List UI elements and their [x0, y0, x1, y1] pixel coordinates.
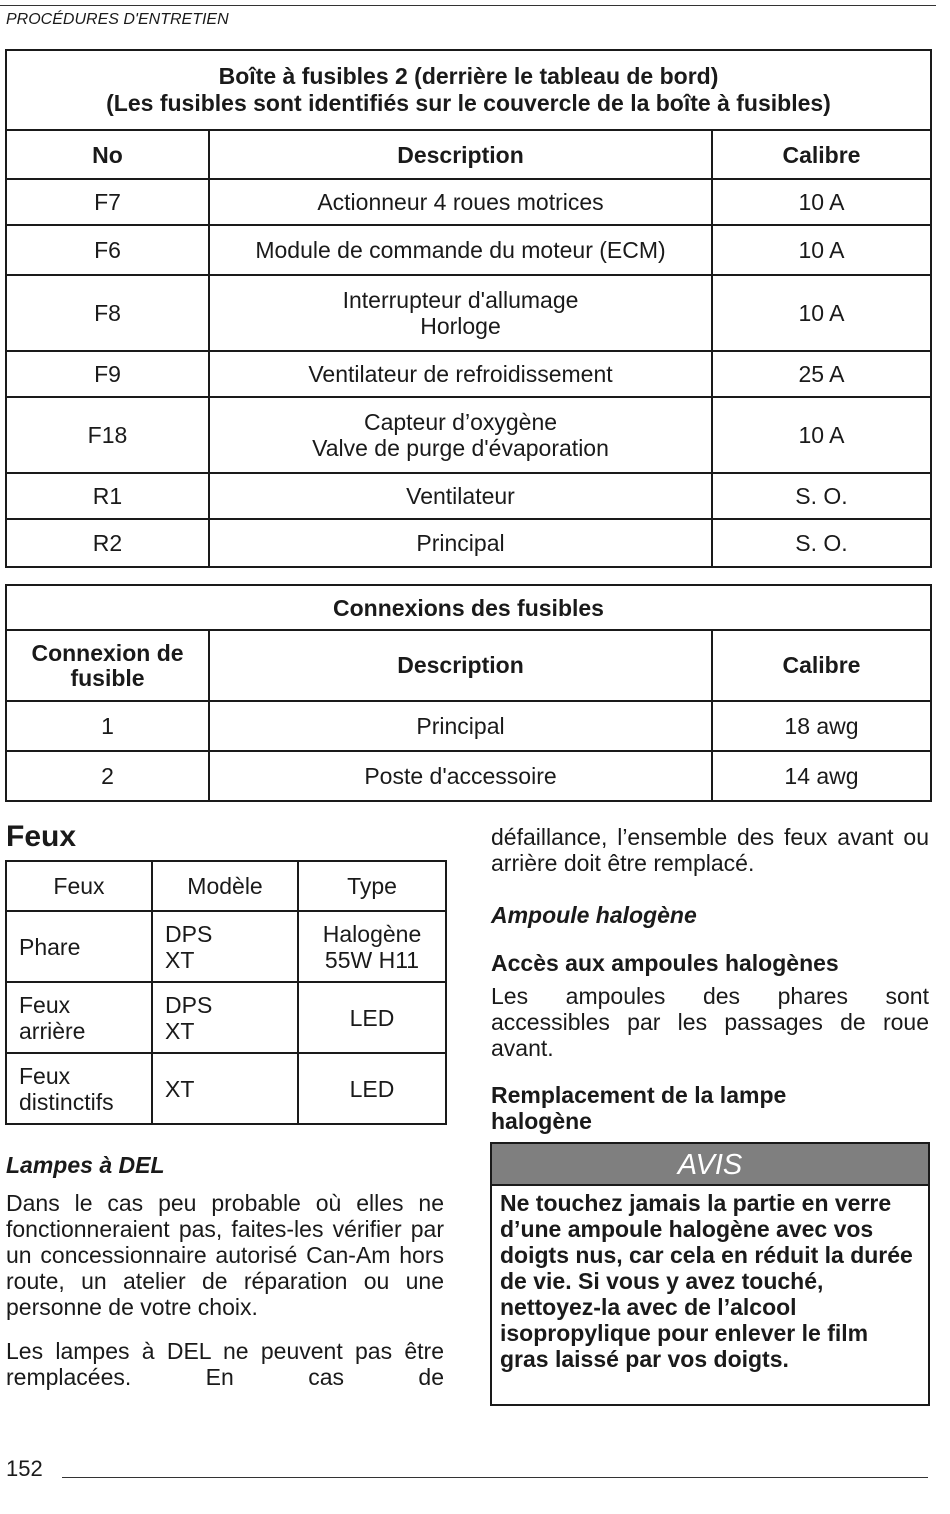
col-header-connection-line1: Connexion de [31, 639, 184, 666]
light-name [6, 982, 152, 1053]
fuse-description: Ventilateur [209, 473, 712, 519]
fuse-description [209, 397, 712, 473]
connections-title: Connexions des fusibles [6, 585, 931, 630]
connection-description: Poste d'accessoire [209, 751, 712, 801]
table-row [6, 751, 931, 801]
footer-rule [62, 1477, 928, 1478]
light-model-line2: XT [165, 946, 195, 973]
header-rule [0, 5, 936, 6]
col-header-no: No [6, 130, 209, 179]
fuse-box-table [5, 49, 932, 568]
light-model-line1: DPS [165, 920, 213, 947]
fuse-number: F8 [6, 275, 209, 351]
fuse-number: R2 [6, 519, 209, 567]
col-header-description: Description [209, 130, 712, 179]
col-header-rating: Calibre [712, 630, 931, 701]
fuse-rating: 10 A [712, 179, 931, 225]
light-models [152, 911, 298, 982]
light-type [298, 911, 446, 982]
fuse-description: Actionneur 4 roues motrices [209, 179, 712, 225]
table-row [6, 275, 931, 351]
lights-heading: Feux [6, 820, 77, 853]
fuse-rating: S. O. [712, 473, 931, 519]
connection-rating: 14 awg [712, 751, 931, 801]
col-header-connection [6, 630, 209, 701]
led-heading: Lampes à DEL [6, 1152, 165, 1178]
fuse-rating: 25 A [712, 351, 931, 397]
table-row [6, 911, 446, 982]
halogen-replace-heading-line1: Remplacement de la lampe [491, 1082, 787, 1108]
fuse-rating: 10 A [712, 275, 931, 351]
fuse-box-title-line2: (Les fusibles sont identifiés sur le couvercle de la boîte à fusibles) [106, 90, 831, 116]
light-name-line1: Feux [19, 991, 71, 1018]
fuse-number: F6 [6, 225, 209, 275]
notice-box [490, 1142, 930, 1406]
light-type: LED [298, 982, 446, 1053]
light-name: Phare [6, 911, 152, 982]
light-type-line2: 55W H11 [324, 946, 420, 973]
halogen-heading: Ampoule halogène [491, 902, 697, 928]
light-name-line2: distinctifs [19, 1088, 114, 1115]
halogen-access-text: Les ampoules des phares sont accessibles par les passages de roue avant. [491, 983, 929, 1061]
notice-title: AVIS [492, 1144, 928, 1186]
table-row [6, 225, 931, 275]
table-row [6, 473, 931, 519]
page-number: 152 [6, 1456, 43, 1481]
fuse-rating: 10 A [712, 225, 931, 275]
notice-text: Ne touchez jamais la partie en verre d’une ampoule halogène avec vos doigts nus, car cela en réduit la durée de vie. Si vous y avez touché, nettoyez-la avec de l’alcool isopropylique pour enlever le film gras laissé par vos doigts. [500, 1190, 913, 1372]
fuse-description-line2: Horloge [420, 313, 501, 339]
light-name [6, 1053, 152, 1124]
lights-table [5, 860, 447, 1125]
fuse-description-line2: Valve de purge d'évaporation [312, 435, 609, 461]
table-row [6, 397, 931, 473]
fuse-box-title [6, 50, 931, 130]
table-row [6, 701, 931, 751]
fuse-number: F7 [6, 179, 209, 225]
fuse-box-title-line1: Boîte à fusibles 2 (derrière le tableau de bord) [218, 63, 719, 89]
fuse-number: R1 [6, 473, 209, 519]
table-row [6, 982, 446, 1053]
fuse-number: F18 [6, 397, 209, 473]
fuse-connections-table [5, 584, 932, 802]
col-header-description: Description [209, 630, 712, 701]
table-row [6, 519, 931, 567]
connection-number: 1 [6, 701, 209, 751]
light-model-line1: DPS [165, 991, 213, 1018]
led-paragraph-1: Dans le cas peu probable où elles ne fonctionneraient pas, faites-les vérifier par un concessionnaire autorisé Can-Am hors route, un atelier de réparation ou une personne de votre choix. [6, 1190, 444, 1320]
connection-description: Principal [209, 701, 712, 751]
light-models: XT [152, 1053, 298, 1124]
table-row [6, 351, 931, 397]
col-header-model: Modèle [152, 861, 298, 911]
fuse-description-line1: Capteur d’oxygène [363, 409, 558, 435]
table-row [6, 1053, 446, 1124]
connection-rating: 18 awg [712, 701, 931, 751]
light-models [152, 982, 298, 1053]
fuse-rating: 10 A [712, 397, 931, 473]
fuse-number: F9 [6, 351, 209, 397]
light-type: LED [298, 1053, 446, 1124]
table-row [6, 179, 931, 225]
halogen-access-heading: Accès aux ampoules halogènes [491, 950, 839, 976]
led-section [6, 1152, 444, 1390]
light-model-line2: XT [165, 1017, 195, 1044]
col-header-type: Type [298, 861, 446, 911]
light-name-line1: Feux [19, 1062, 71, 1089]
connection-number: 2 [6, 751, 209, 801]
fuse-description [209, 275, 712, 351]
halogen-replace-heading [491, 1082, 929, 1134]
fuse-description-line1: Interrupteur d'allumage [342, 287, 579, 313]
section-header: PROCÉDURES D'ENTRETIEN [6, 11, 229, 28]
halogen-replace-heading-line2: halogène [491, 1108, 592, 1134]
col-header-light: Feux [6, 861, 152, 911]
light-name-line2: arrière [19, 1017, 86, 1044]
right-column [491, 824, 929, 1134]
fuse-description: Ventilateur de refroidissement [209, 351, 712, 397]
fuse-description: Principal [209, 519, 712, 567]
col-header-rating: Calibre [712, 130, 931, 179]
col-header-connection-line2: fusible [70, 664, 145, 691]
light-type-line1: Halogène [322, 920, 422, 947]
fuse-rating: S. O. [712, 519, 931, 567]
fuse-description: Module de commande du moteur (ECM) [209, 225, 712, 275]
led-paragraph-2-continued: défaillance, l’ensemble des feux avant ou arrière doit être remplacé. [491, 824, 929, 876]
led-paragraph-2: Les lampes à DEL ne peuvent pas être remplacées. En cas de [6, 1338, 444, 1390]
